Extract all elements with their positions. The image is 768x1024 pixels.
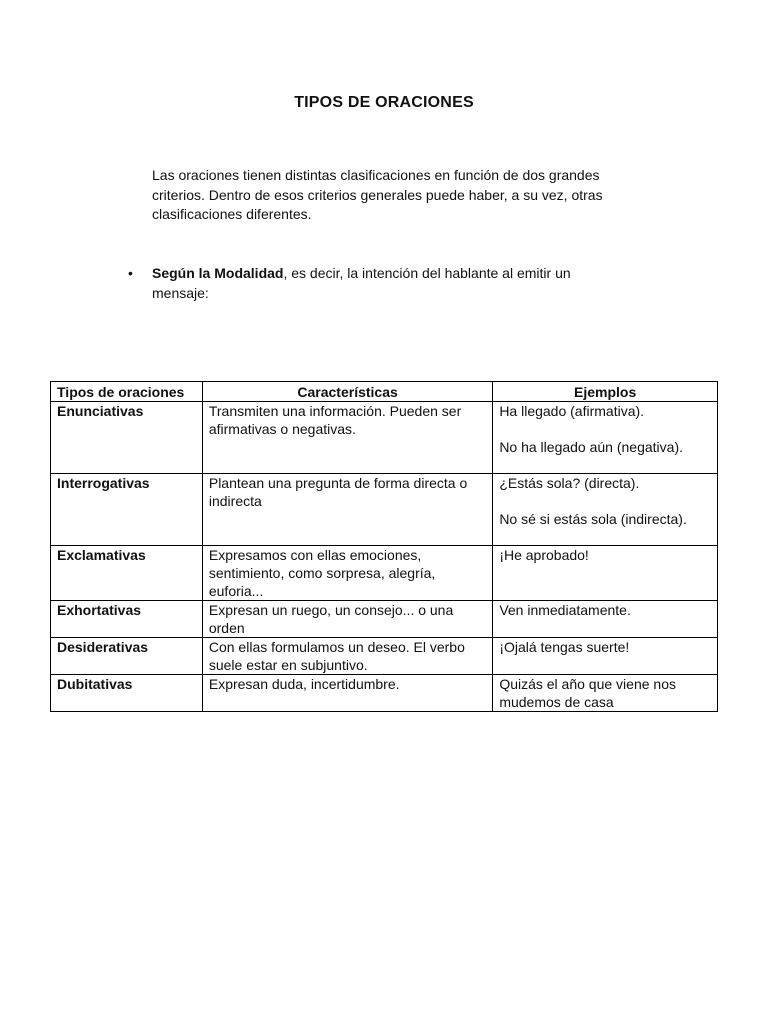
bullet-bold-label: Según la Modalidad: [152, 265, 284, 281]
table-header-row: [51, 382, 718, 402]
bullet-text: [152, 264, 622, 303]
type-examples: [493, 675, 718, 712]
table-row: [51, 474, 718, 546]
type-name: Enunciativas: [51, 402, 203, 474]
table-row: [51, 402, 718, 474]
example-text: Ha llegado (afirmativa).: [499, 403, 645, 419]
page-title: TIPOS DE ORACIONES: [294, 94, 474, 111]
type-examples: [493, 601, 718, 638]
example-text: No sé si estás sola (indirecta).: [499, 511, 687, 527]
intro-paragraph: Las oraciones tienen distintas clasificaciones en función de dos grandes criterios. Dentro de esos criterios generales puede haber, a su vez, otras clasificaciones diferentes.: [152, 167, 603, 222]
type-characteristics: Expresan duda, incertidumbre.: [202, 675, 492, 712]
example-text: ¿Estás sola? (directa).: [499, 475, 640, 491]
table-row: [51, 546, 718, 601]
header-characteristics: Características: [202, 382, 492, 402]
type-characteristics: Expresamos con ellas emociones, sentimiento, como sorpresa, alegría, euforia...: [202, 546, 492, 601]
example-text: No ha llegado aún (negativa).: [499, 439, 683, 455]
type-name: Interrogativas: [51, 474, 203, 546]
example-text: Ven inmediatamente.: [499, 602, 631, 618]
type-characteristics: Plantean una pregunta de forma directa o indirecta: [202, 474, 492, 546]
bullet-icon: •: [128, 265, 133, 281]
header-types: Tipos de oraciones: [51, 382, 203, 402]
type-examples: [493, 638, 718, 675]
bullet-rest-text: , es decir, la intención del hablante al emitir un mensaje:: [152, 265, 571, 301]
type-name: Desiderativas: [51, 638, 203, 675]
table-row: [51, 601, 718, 638]
header-examples: Ejemplos: [493, 382, 718, 402]
type-characteristics: Expresan un ruego, un consejo... o una orden: [202, 601, 492, 638]
type-examples: [493, 546, 718, 601]
example-text: ¡Ojalá tengas suerte!: [499, 639, 630, 655]
sentence-types-table: [50, 381, 718, 712]
type-name: Exclamativas: [51, 546, 203, 601]
type-name: Exhortativas: [51, 601, 203, 638]
type-characteristics: Con ellas formulamos un deseo. El verbo suele estar en subjuntivo.: [202, 638, 492, 675]
table-row: [51, 638, 718, 675]
table-row: [51, 675, 718, 712]
type-characteristics: Transmiten una información. Pueden ser afirmativas o negativas.: [202, 402, 492, 474]
type-examples: [493, 402, 718, 474]
type-name: Dubitativas: [51, 675, 203, 712]
example-text: ¡He aprobado!: [499, 547, 589, 563]
example-text: Quizás el año que viene nos mudemos de casa: [499, 676, 676, 710]
type-examples: [493, 474, 718, 546]
